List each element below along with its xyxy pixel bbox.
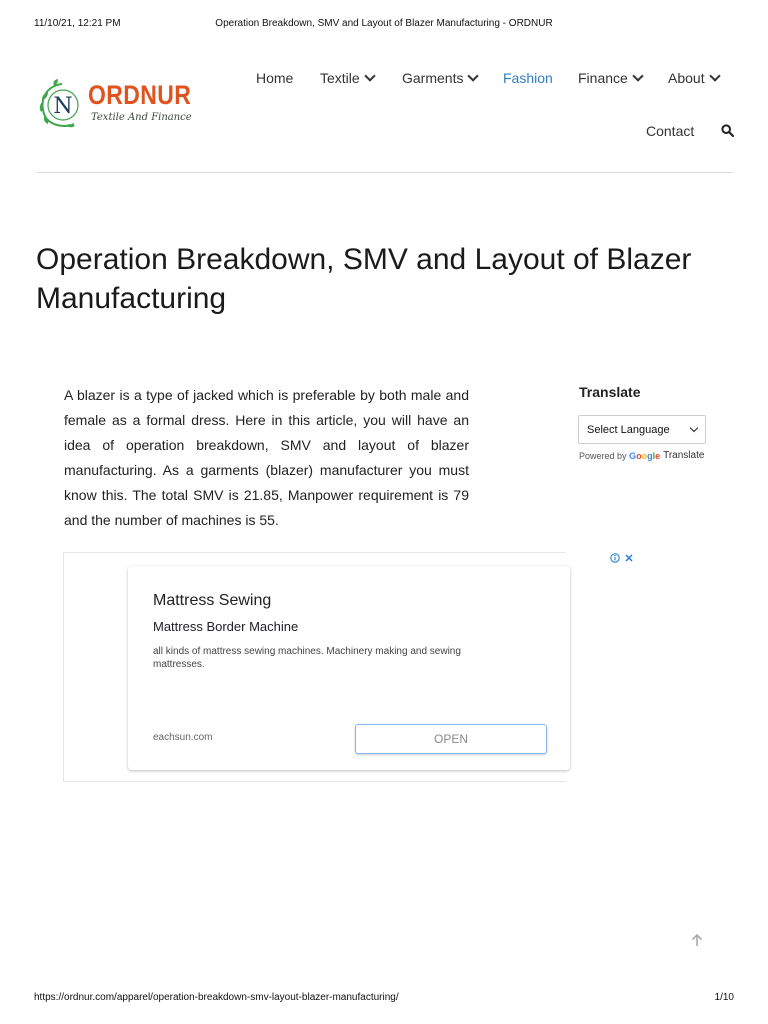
nav-finance[interactable] xyxy=(578,70,642,86)
chevron-down-icon xyxy=(364,70,375,81)
powered-by-text: Powered by xyxy=(579,450,627,461)
language-select[interactable] xyxy=(578,415,706,444)
nav-fashion-label: Fashion xyxy=(503,70,553,86)
google-logo[interactable]: Google xyxy=(629,450,661,461)
nav-fashion[interactable] xyxy=(503,70,553,86)
print-datetime: 11/10/21, 12:21 PM xyxy=(34,18,121,29)
nav-contact[interactable] xyxy=(646,123,694,139)
search-icon[interactable] xyxy=(721,124,734,137)
nav-home-label: Home xyxy=(256,70,294,86)
nav-about-label: About xyxy=(668,70,705,86)
svg-text:N: N xyxy=(53,94,73,119)
google-translate-link[interactable]: Translate xyxy=(663,450,705,461)
logo-leaf-wreath-icon xyxy=(36,78,88,130)
nav-contact-label: Contact xyxy=(646,123,695,139)
logo-name: ORDNUR xyxy=(88,80,192,110)
nav-garments[interactable] xyxy=(402,70,477,86)
close-icon[interactable] xyxy=(624,553,634,563)
nav-textile[interactable] xyxy=(320,70,374,86)
article-intro: A blazer is a type of jacked which is preferable by both male and female as a formal dress. Here in this article, you will have an idea of operation breakdown, SMV and layout of blazer manufacturing. As a garments (blazer) manufacturer you must know this. The total SMV is 21.85, Manpower requirement is 79 and the number of machines is 55. xyxy=(64,387,469,528)
nav-textile-label: Textile xyxy=(320,70,360,86)
ad-domain[interactable]: eachsun.com xyxy=(153,732,213,743)
nav-garments-label: Garments xyxy=(402,70,464,86)
print-url: https://ordnur.com/apparel/operation-breakdown-smv-layout-blazer-manufacturing/ xyxy=(34,992,399,1003)
nav-home[interactable] xyxy=(256,70,293,86)
page-title: Operation Breakdown, SMV and Layout of Blazer Manufacturing xyxy=(36,243,692,315)
powered-by-google xyxy=(579,450,704,461)
nav-finance-label: Finance xyxy=(578,70,628,86)
site-logo[interactable] xyxy=(36,78,192,134)
ad-description: all kinds of mattress sewing machines. Machinery making and sewing mattresses. xyxy=(153,646,461,670)
chevron-down-icon xyxy=(468,70,479,81)
chevron-down-icon xyxy=(690,424,698,432)
ad-controls xyxy=(610,553,634,563)
arrow-up-icon[interactable] xyxy=(690,932,704,948)
header-divider xyxy=(36,172,733,173)
ad-subtitle[interactable]: Mattress Border Machine xyxy=(153,619,299,634)
nav-about[interactable] xyxy=(668,70,719,86)
ad-title[interactable]: Mattress Sewing xyxy=(153,592,272,609)
info-icon[interactable] xyxy=(610,553,620,563)
chevron-down-icon xyxy=(632,70,643,81)
language-select-value: Select Language xyxy=(587,423,670,436)
print-page-number: 1/10 xyxy=(714,992,734,1003)
ad-open-button[interactable]: OPEN xyxy=(355,724,547,754)
logo-tagline: Textile And Finance xyxy=(91,112,192,123)
print-page-title: Operation Breakdown, SMV and Layout of Blazer Manufacturing - ORDNUR xyxy=(215,18,553,29)
chevron-down-icon xyxy=(709,70,720,81)
translate-heading: Translate xyxy=(579,384,641,400)
